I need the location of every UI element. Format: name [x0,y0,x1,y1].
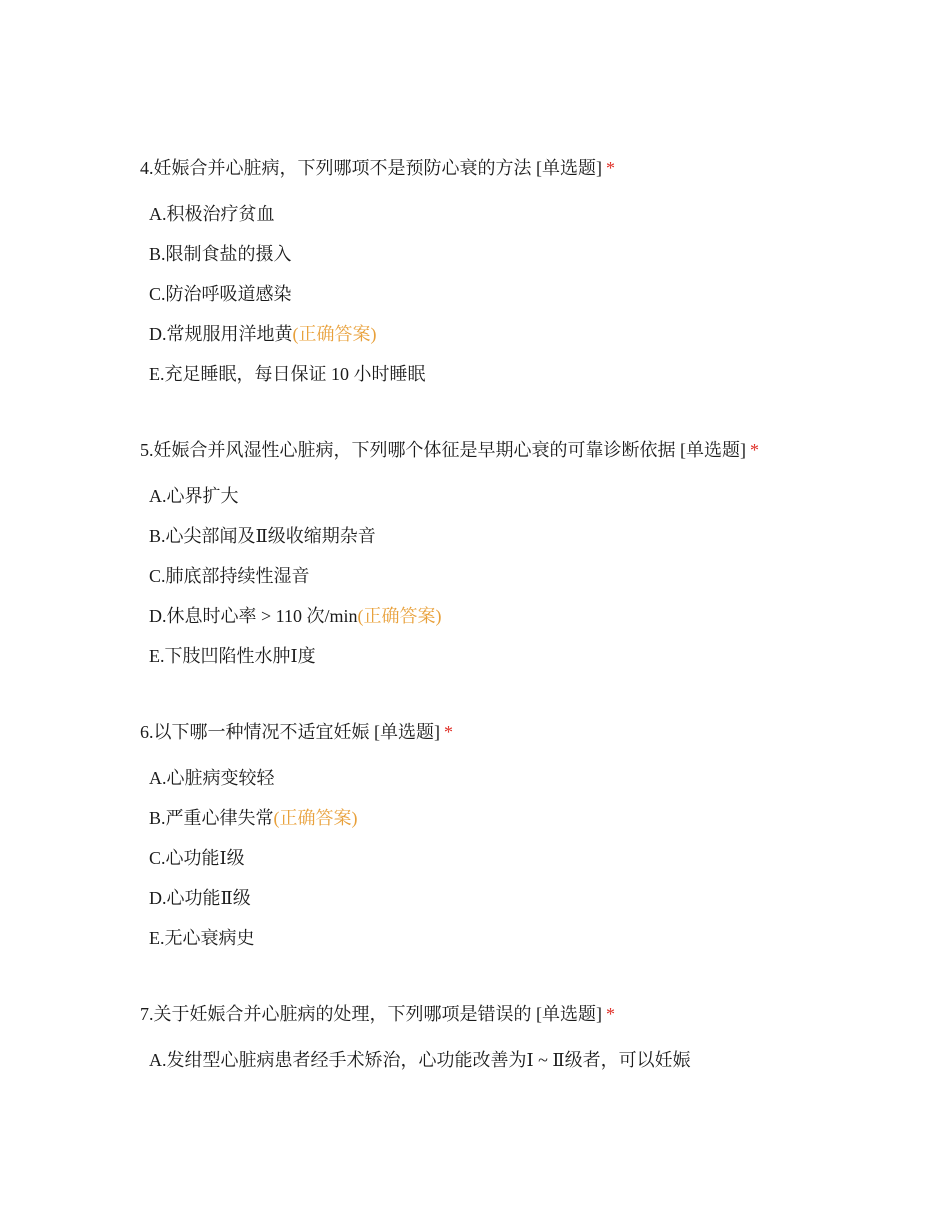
question-title-text: 7.关于妊娠合并心脏病的处理，下列哪项是错误的 [单选题] [140,1004,602,1024]
option-a[interactable] [149,766,900,790]
option-d[interactable] [149,322,900,346]
option-list [140,766,900,950]
option-d[interactable] [149,604,900,628]
option-c[interactable] [149,846,900,870]
correct-answer-label: (正确答案) [357,606,442,626]
option-text: B.严重心律失常 [149,808,274,828]
option-text: C.防治呼吸道感染 [149,284,292,304]
option-list [140,484,900,668]
correct-answer-label: (正确答案) [273,808,358,828]
option-text: D.心功能Ⅱ级 [149,888,251,908]
option-b[interactable] [149,524,900,548]
option-a[interactable] [149,1048,900,1072]
required-mark: * [750,440,759,460]
required-mark: * [444,722,453,742]
option-text: B.心尖部闻及Ⅱ级收缩期杂音 [149,526,376,546]
option-a[interactable] [149,202,900,226]
option-c[interactable] [149,282,900,306]
question-title [140,438,900,462]
required-mark: * [606,158,615,178]
question-4 [140,156,900,402]
option-text: B.限制食盐的摄入 [149,244,292,264]
correct-answer-label: (正确答案) [292,324,377,344]
option-b[interactable] [149,806,900,830]
required-mark: * [606,1004,615,1024]
option-e[interactable] [149,926,900,950]
question-5 [140,438,900,684]
option-c[interactable] [149,564,900,588]
option-text: D.常规服用洋地黄 [149,324,293,344]
question-title [140,1002,900,1026]
option-e[interactable] [149,362,900,386]
option-text: E.无心衰病史 [149,928,255,948]
option-text: A.心脏病变较轻 [149,768,275,788]
option-e[interactable] [149,644,900,668]
option-text: A.发绀型心脏病患者经手术矫治，心功能改善为Ⅰ ~ Ⅱ级者，可以妊娠 [149,1050,691,1070]
question-7 [140,1002,900,1088]
question-6 [140,720,900,966]
question-title-text: 6.以下哪一种情况不适宜妊娠 [单选题] [140,722,440,742]
option-text: E.下肢凹陷性水肿Ⅰ度 [149,646,316,666]
option-text: A.积极治疗贫血 [149,204,275,224]
option-text: C.心功能Ⅰ级 [149,848,245,868]
option-b[interactable] [149,242,900,266]
option-text: E.充足睡眠，每日保证 10 小时睡眠 [149,364,426,384]
option-text: A.心界扩大 [149,486,239,506]
option-list [140,1048,900,1072]
question-title [140,156,900,180]
option-a[interactable] [149,484,900,508]
question-title [140,720,900,744]
option-list [140,202,900,386]
question-title-text: 5.妊娠合并风湿性心脏病，下列哪个体征是早期心衰的可靠诊断依据 [单选题] [140,440,746,460]
option-text: D.休息时心率 > 110 次/min [149,606,358,626]
question-title-text: 4.妊娠合并心脏病，下列哪项不是预防心衰的方法 [单选题] [140,158,602,178]
option-text: C.肺底部持续性湿音 [149,566,310,586]
option-d[interactable] [149,886,900,910]
